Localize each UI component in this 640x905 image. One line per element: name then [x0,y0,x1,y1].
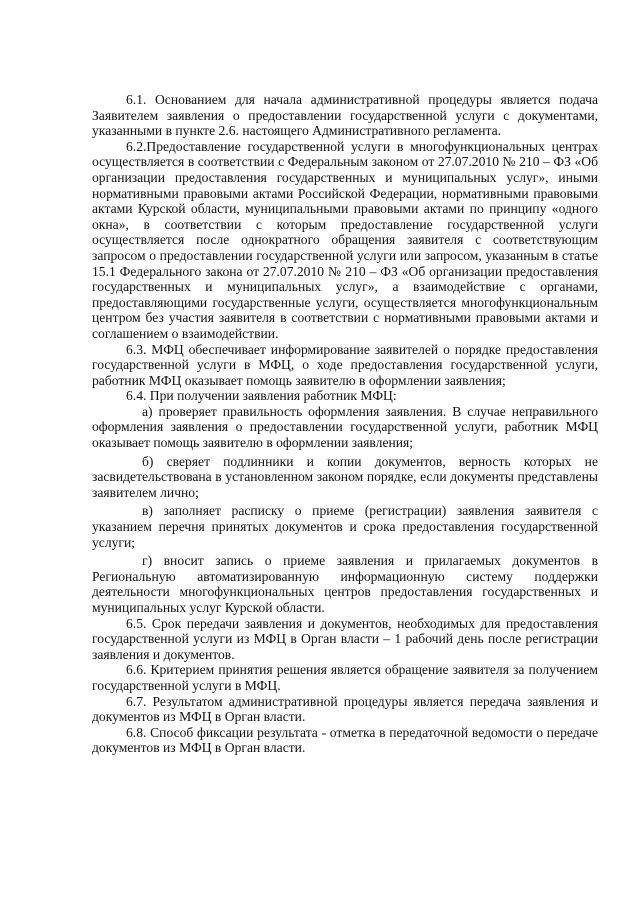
paragraph-6-3: 6.3. МФЦ обеспечивает информирование заявителей о порядке предоставления государственной услуги в МФЦ, о ходе предоставления государственной услуги, работник МФЦ оказывает помощь заявителю в оформлении заявления; [92,341,598,388]
paragraph-6-4: 6.4. При получении заявления работник МФЦ: [126,388,397,404]
paragraph-6-4-a: а) проверяет правильность оформления заявления. В случае неправильного оформления заявления о предоставлении государственной услуги, работник МФЦ оказывает помощь заявителю в оформлении заявления; [92,403,598,451]
paragraph-6-5: 6.5. Срок передачи заявления и документов, необходимых для предоставления государственной услуги из МФЦ в Орган власти – 1 рабочий день после регистрации заявления и документов. [92,615,598,662]
paragraph-6-6: 6.6. Критерием принятия решения является обращение заявителя за получением государственной услуги в МФЦ. [92,662,598,693]
document-page [92,92,598,756]
paragraph-6-7: 6.7. Результатом административной процедуры является передача заявления и документов из МФЦ в Орган власти. [92,693,598,725]
paragraph-6-4-v: в) заполняет расписку о приеме (регистрации) заявления заявителя с указанием перечня принятых документов и срока предоставления государственной услуги; [92,503,598,550]
paragraph-6-1: 6.1. Основанием для начала административной процедуры является подача Заявителем заявления о предоставлении государственной услуги с документами, указанными в пункте 2.6. настоящего Административного регламента. [92,92,598,139]
paragraph-6-4-b: б) сверяет подлинники и копии документов, верность которых не засвидетельствована в установленном законом порядке, если документы представлены заявителем лично; [92,453,598,500]
paragraph-6-2: 6.2.Предоставление государственной услуги в многофункциональных центрах осуществляется в соответствии с Федеральным законом от 27.07.2010 № 210 – ФЗ «Об организации предоставления государственных и муниципальных услуг», иными нормативными правовыми актами Российской Федерации, нормативными правовыми актами Курской области, муниципальными правовыми актами по принципу «одного окна», в соответствии с которым предоставление государственной услуги осуществляется после однократного обращения заявителя с соответствующим запросом о предоставлении государственной услуги или запросом, указанным в статье 15.1 Федерального закона от 27.07.2010 № 210 – ФЗ «Об организации предоставления государственных и муниципальных услуг», а взаимодействие с органами, предоставляющими государственные услуги, осуществляется многофункциональным центром без участия заявителя в соответствии с нормативными правовыми актами и соглашением о взаимодействии. [92,138,598,341]
paragraph-6-8: 6.8. Способ фиксации результата - отметка в передаточной ведомости о передаче документов из МФЦ в Орган власти. [92,724,598,756]
paragraph-6-4-g: г) вносит запись о приеме заявления и прилагаемых документов в Региональную автоматизированную информационную систему поддержки деятельности многофункциональных центров предоставления государственных и муниципальных услуг Курской области. [92,553,598,615]
